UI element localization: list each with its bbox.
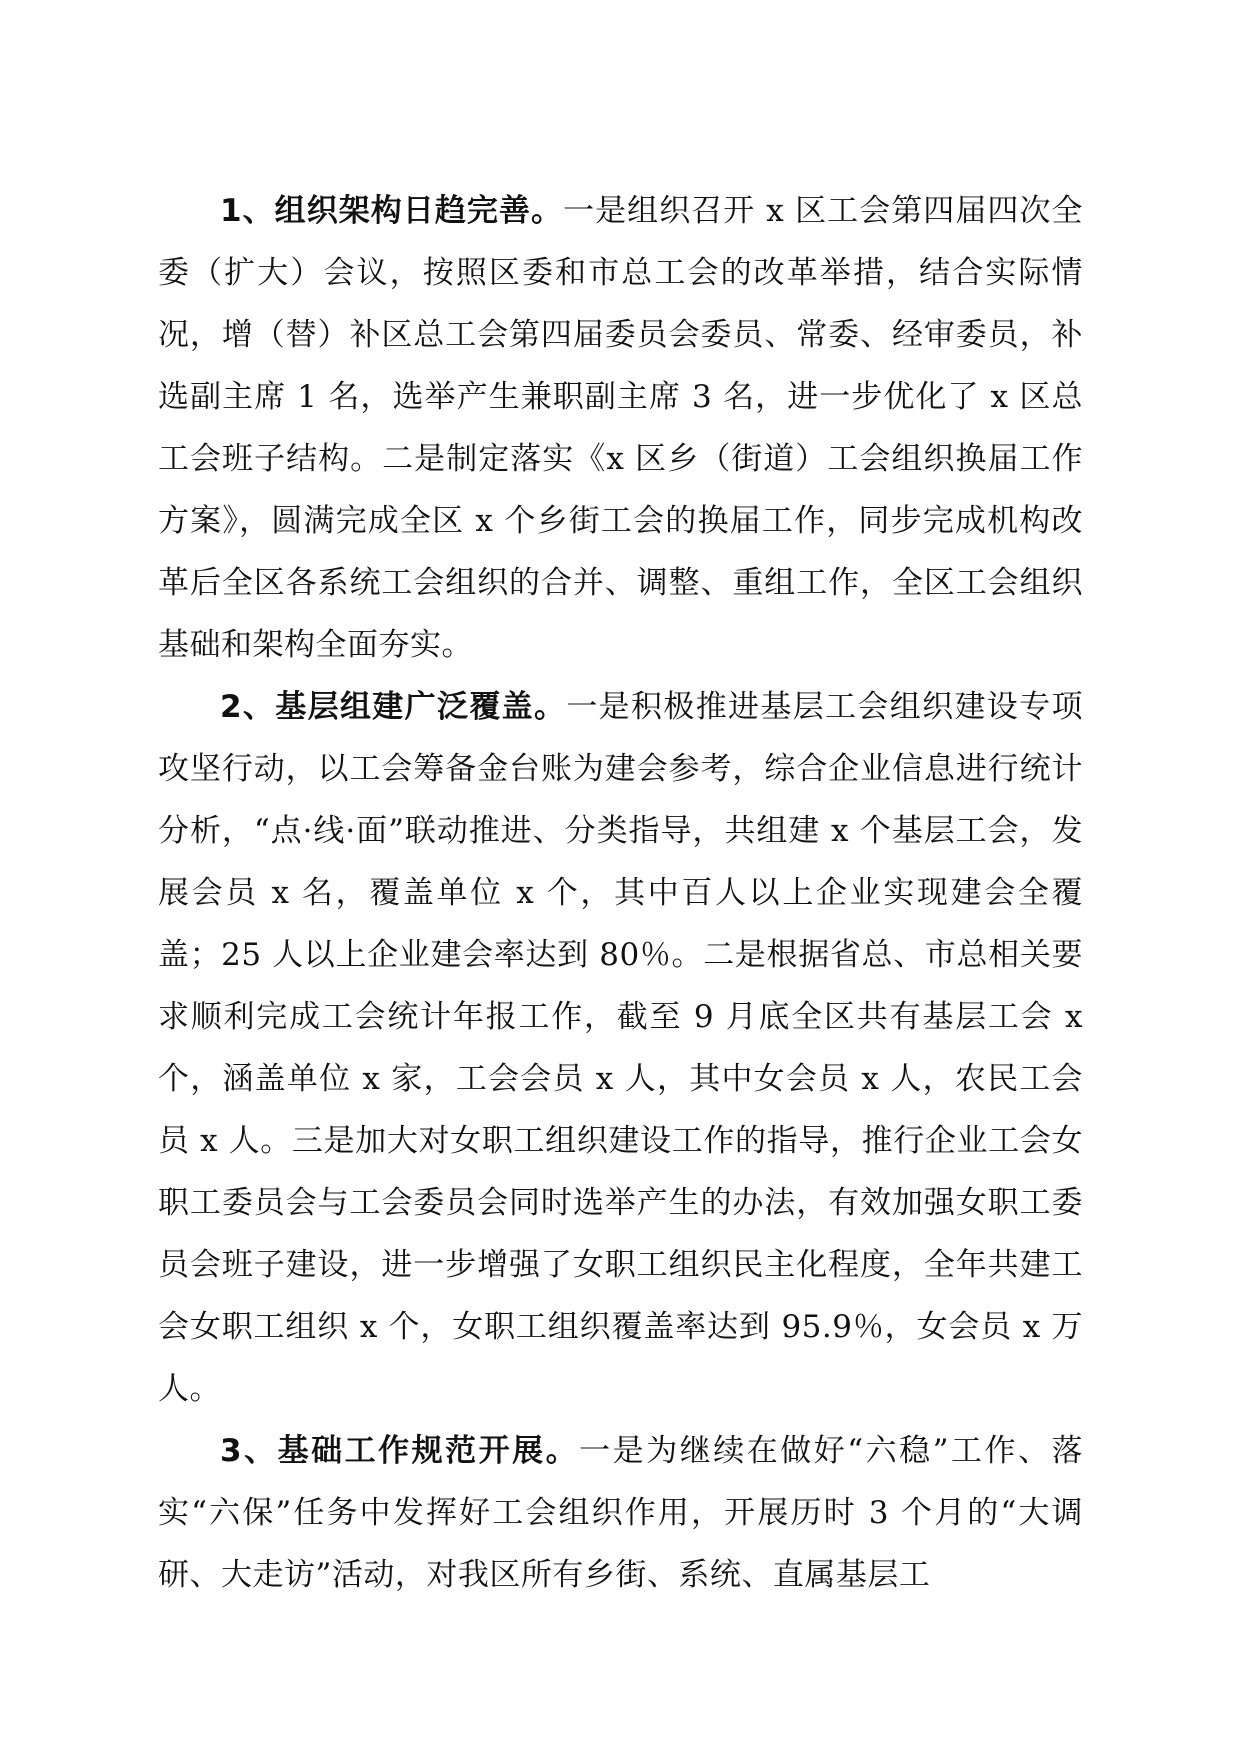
paragraph-heading: 3、基础工作规范开展。 [220, 1433, 580, 1469]
paragraph-heading: 2、基层组建广泛覆盖。 [220, 689, 567, 725]
paragraph-basic-work [158, 1420, 1083, 1606]
paragraph-body: 一是组织召开 x 区工会第四届四次全委（扩大）会议，按照区委和市总工会的改革举措，结合实际情况，增（替）补区总工会第四届委员会委员、常委、经审委员，补选副主席 1 名，选举产生兼职副主席 3 名，进一步优化了 x 区总工会班子结构。二是制定落实《x 区乡（街道）工会组织换届工作方案》，圆满完成全区 x 个乡街工会的换届工作，同步完成机构改革后全区各系统工会组织的合并、调整、重组工作，全区工会组织基础和架构全面夯实。 [158, 193, 1083, 663]
paragraph-heading: 1、组织架构日趋完善。 [220, 193, 564, 229]
document-page [158, 180, 1083, 1606]
paragraph-grassroots-coverage [158, 676, 1083, 1420]
paragraph-organization-structure [158, 180, 1083, 676]
paragraph-body: 一是积极推进基层工会组织建设专项攻坚行动，以工会筹备金台账为建会参考，综合企业信息进行统计分析，“点·线·面”联动推进、分类指导，共组建 x 个基层工会，发展会员 x 名，覆盖单位 x 个，其中百人以上企业实现建会全覆盖；25 人以上企业建会率达到 80％。二是根据省总、市总相关要求顺利完成工会统计年报工作，截至 9 月底全区共有基层工会 x 个，涵盖单位 x 家，工会会员 x 人，其中女会员 x 人，农民工会员 x 人。三是加大对女职工组织建设工作的指导，推行企业工会女职工委员会与工会委员会同时选举产生的办法，有效加强女职工委员会班子建设，进一步增强了女职工组织民主化程度，全年共建工会女职工组织 x 个，女职工组织覆盖率达到 95.9％，女会员 x 万人。 [158, 689, 1083, 1407]
paragraph-body: 一是为继续在做好“六稳”工作、落实“六保”任务中发挥好工会组织作用，开展历时 3 个月的“大调研、大走访”活动，对我区所有乡街、系统、直属基层工 [158, 1433, 1083, 1593]
